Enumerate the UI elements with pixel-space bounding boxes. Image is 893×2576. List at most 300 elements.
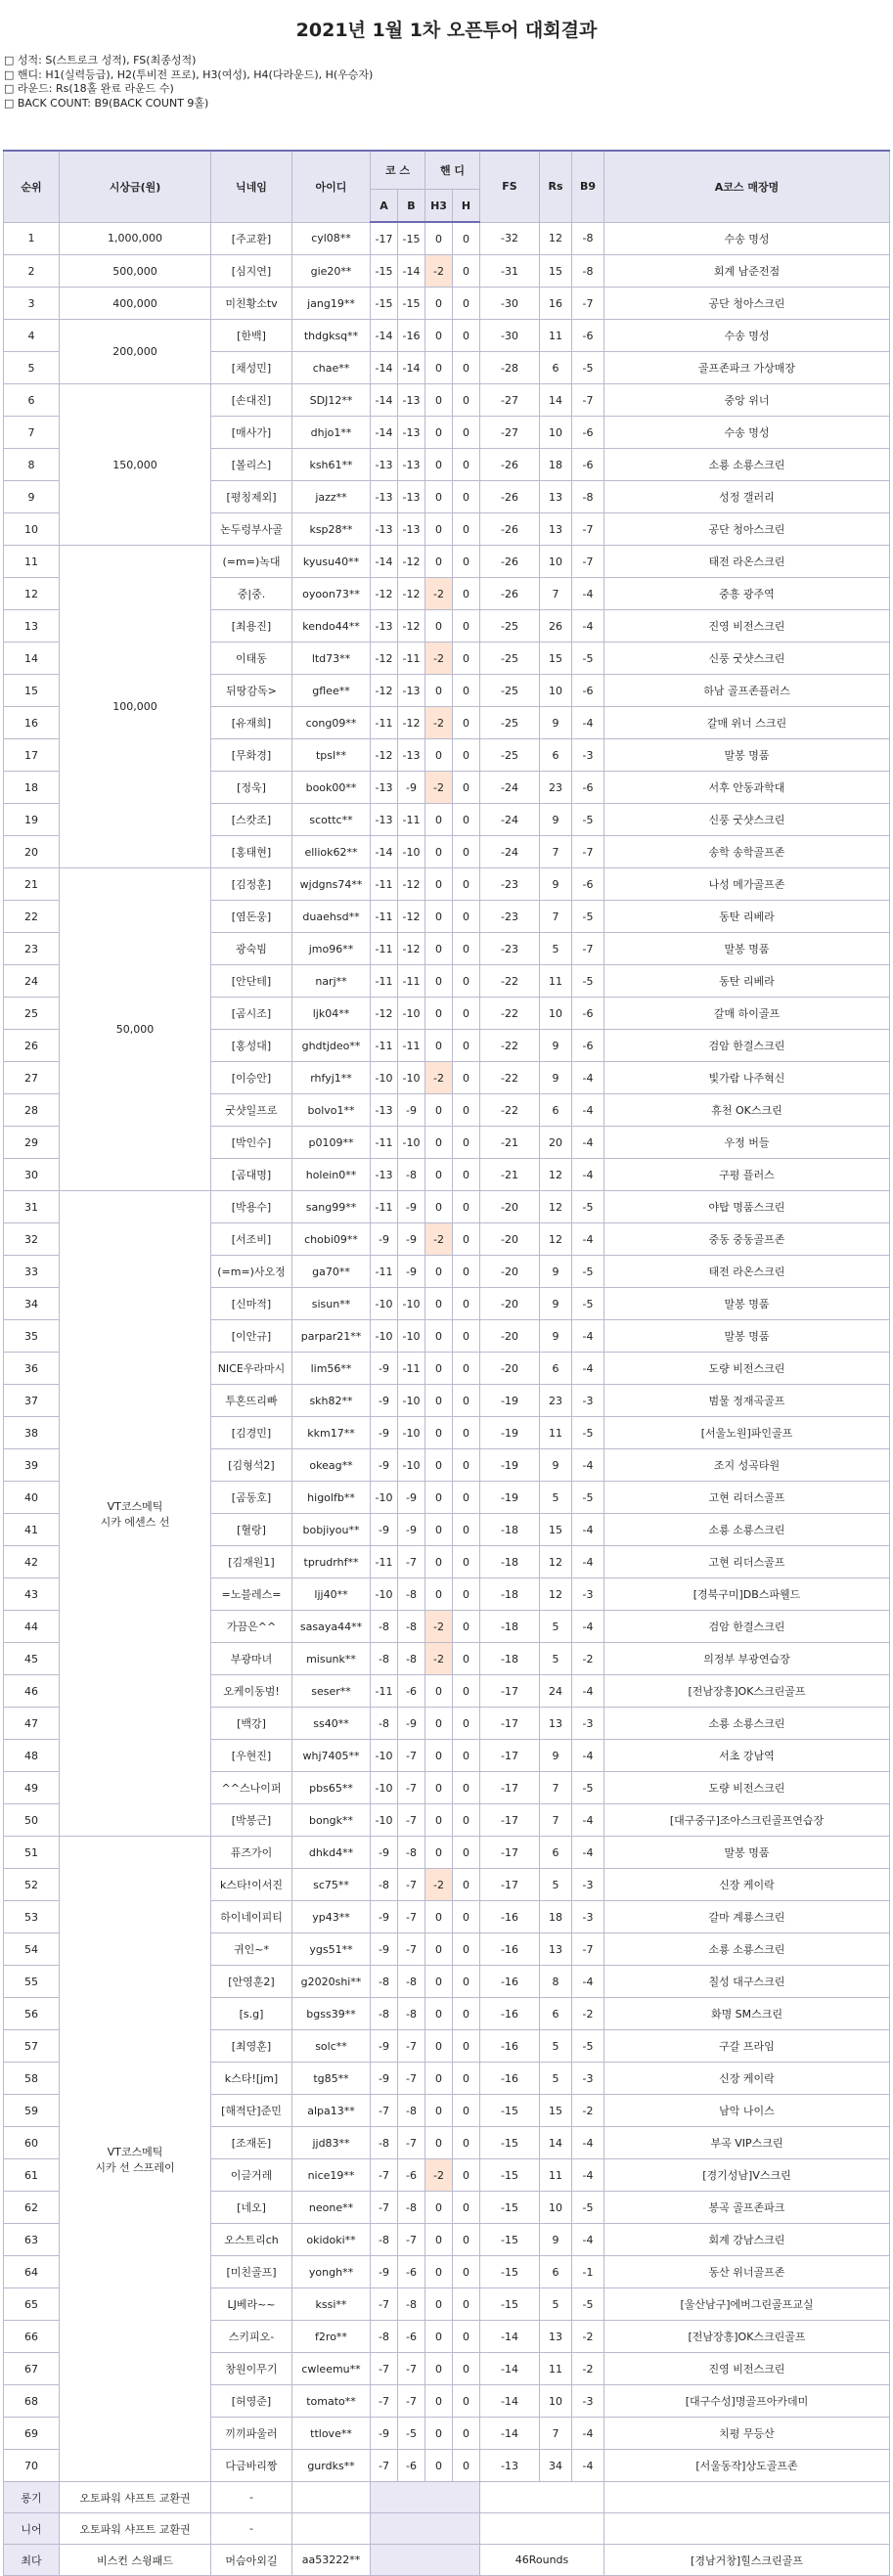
- store-cell: 부곡 VIP스크린: [604, 2127, 890, 2159]
- h-cell: 0: [453, 2159, 480, 2192]
- nickname-cell: [곰시조]: [211, 998, 292, 1030]
- rank-cell: 6: [4, 384, 60, 417]
- id-cell: chobi09**: [292, 1223, 371, 1256]
- course-b-cell: -13: [398, 384, 425, 417]
- course-a-cell: -13: [371, 1094, 398, 1127]
- prize-cell: 1,000,000: [60, 222, 211, 255]
- rank-cell: 56: [4, 1998, 60, 2030]
- h-cell: 0: [453, 739, 480, 772]
- fs-cell: -16: [480, 1966, 540, 1998]
- rank-cell: 36: [4, 1353, 60, 1385]
- h-cell: 0: [453, 772, 480, 804]
- course-a-cell: -14: [371, 546, 398, 578]
- course-b-cell: -7: [398, 2127, 425, 2159]
- h3-cell: 0: [425, 1353, 453, 1385]
- course-a-cell: -10: [371, 1740, 398, 1772]
- h-cell: 0: [453, 1546, 480, 1578]
- rank-cell: 39: [4, 1449, 60, 1482]
- rank-cell: 9: [4, 481, 60, 513]
- id-cell: duaehsd**: [292, 901, 371, 933]
- rs-cell: 9: [540, 1256, 572, 1288]
- store-cell: 태전 라온스크린: [604, 1256, 890, 1288]
- id-cell: lim56**: [292, 1353, 371, 1385]
- rs-cell: 6: [540, 2256, 572, 2288]
- course-a-cell: -12: [371, 675, 398, 707]
- rs-cell: 9: [540, 707, 572, 739]
- course-a-cell: -13: [371, 449, 398, 481]
- course-b-cell: -7: [398, 1546, 425, 1578]
- nickname-cell: [스캇조]: [211, 804, 292, 836]
- fs-cell: -25: [480, 610, 540, 643]
- rs-cell: 9: [540, 1320, 572, 1353]
- h-cell: 0: [453, 1837, 480, 1869]
- course-a-cell: -12: [371, 578, 398, 610]
- id-cell: tg85**: [292, 2063, 371, 2095]
- course-a-cell: -8: [371, 1869, 398, 1901]
- b9-cell: -5: [572, 2288, 604, 2321]
- nickname-cell: [김경민]: [211, 1417, 292, 1449]
- store-cell: 화명 SM스크린: [604, 1998, 890, 2030]
- legend-line: □ 라운드: Rs(18홀 완료 라운드 수): [4, 82, 174, 95]
- rs-cell: 9: [540, 1030, 572, 1062]
- rank-cell: 23: [4, 933, 60, 965]
- rs-cell: 9: [540, 2224, 572, 2256]
- b9-cell: -4: [572, 1094, 604, 1127]
- nickname-cell: [채성민]: [211, 352, 292, 384]
- fs-cell: -18: [480, 1514, 540, 1546]
- rank-cell: 1: [4, 222, 60, 255]
- store-cell: 조지 성곡타원: [604, 1449, 890, 1482]
- h-cell: 0: [453, 1708, 480, 1740]
- nickname-cell: 논두렁부사골: [211, 513, 292, 546]
- nickname-cell: [김형석2]: [211, 1449, 292, 1482]
- rs-cell: 15: [540, 1514, 572, 1546]
- rank-cell: 2: [4, 255, 60, 288]
- id-cell: f2ro**: [292, 2321, 371, 2353]
- course-b-cell: -12: [398, 868, 425, 901]
- b9-cell: -4: [572, 610, 604, 643]
- nickname-cell: (=m=)녹대: [211, 546, 292, 578]
- rs-cell: 7: [540, 836, 572, 868]
- rs-cell: 7: [540, 2418, 572, 2450]
- rank-cell: 31: [4, 1191, 60, 1223]
- course-b-cell: -8: [398, 1643, 425, 1675]
- nickname-cell: LJ베라~~: [211, 2288, 292, 2321]
- store-cell: 우정 버들: [604, 1127, 890, 1159]
- store-cell: 갈매 하이골프: [604, 998, 890, 1030]
- course-b-cell: -8: [398, 1966, 425, 1998]
- h3-cell: 0: [425, 1514, 453, 1546]
- rank-cell: 50: [4, 1804, 60, 1837]
- course-b-cell: -10: [398, 836, 425, 868]
- fs-cell: -19: [480, 1417, 540, 1449]
- nickname-cell: [허영준]: [211, 2385, 292, 2418]
- rank-cell: 18: [4, 772, 60, 804]
- course-b-cell: -12: [398, 578, 425, 610]
- rank-cell: 65: [4, 2288, 60, 2321]
- h3-cell: 0: [425, 481, 453, 513]
- b9-cell: -1: [572, 2256, 604, 2288]
- h-cell: 0: [453, 675, 480, 707]
- prize-cell: 200,000: [60, 320, 211, 384]
- fs-cell: -13: [480, 2450, 540, 2482]
- rank-cell: 30: [4, 1159, 60, 1191]
- course-b-cell: -7: [398, 2063, 425, 2095]
- fs-cell: -15: [480, 2288, 540, 2321]
- course-b-cell: -7: [398, 1740, 425, 1772]
- course-a-cell: -8: [371, 2224, 398, 2256]
- h3-cell: -2: [425, 1643, 453, 1675]
- h3-cell: 0: [425, 2353, 453, 2385]
- store-cell: 검암 한결스크린: [604, 1030, 890, 1062]
- store-cell: 봉곡 골프존파크: [604, 2192, 890, 2224]
- nickname-cell: [s.g]: [211, 1998, 292, 2030]
- footer-nickname: 머슴아외길: [211, 2545, 292, 2576]
- table-row: [4, 384, 890, 417]
- h3-cell: 0: [425, 2321, 453, 2353]
- fs-cell: -20: [480, 1223, 540, 1256]
- course-b-cell: -11: [398, 643, 425, 675]
- b9-cell: -4: [572, 2418, 604, 2450]
- course-a-cell: -10: [371, 1288, 398, 1320]
- course-b-cell: -10: [398, 1062, 425, 1094]
- rank-cell: 42: [4, 1546, 60, 1578]
- fs-cell: -30: [480, 288, 540, 320]
- rank-cell: 66: [4, 2321, 60, 2353]
- nickname-cell: 하이네이피티: [211, 1901, 292, 1933]
- course-b-cell: -10: [398, 1320, 425, 1353]
- rs-cell: 5: [540, 2030, 572, 2063]
- rank-cell: 21: [4, 868, 60, 901]
- h3-cell: 0: [425, 901, 453, 933]
- h3-cell: 0: [425, 868, 453, 901]
- course-a-cell: -11: [371, 707, 398, 739]
- h-cell: 0: [453, 449, 480, 481]
- rs-cell: 10: [540, 546, 572, 578]
- fs-cell: -31: [480, 255, 540, 288]
- prize-cell: 150,000: [60, 384, 211, 546]
- rs-cell: 9: [540, 1288, 572, 1320]
- fs-cell: -19: [480, 1385, 540, 1417]
- rank-cell: 38: [4, 1417, 60, 1449]
- h-cell: 0: [453, 2450, 480, 2482]
- store-cell: 하남 골프존플러스: [604, 675, 890, 707]
- fs-cell: -26: [480, 449, 540, 481]
- course-a-cell: -9: [371, 1385, 398, 1417]
- h3-cell: 0: [425, 804, 453, 836]
- nickname-cell: [평칭제외]: [211, 481, 292, 513]
- b9-cell: -7: [572, 836, 604, 868]
- course-a-cell: -12: [371, 739, 398, 772]
- prize-cell: VT코스메틱 시카 에센스 선: [60, 1191, 211, 1837]
- course-b-cell: -10: [398, 1449, 425, 1482]
- h3-cell: 0: [425, 1417, 453, 1449]
- course-b-cell: -6: [398, 2321, 425, 2353]
- header-h: H: [453, 190, 480, 223]
- fs-cell: -14: [480, 2321, 540, 2353]
- h3-cell: 0: [425, 288, 453, 320]
- course-b-cell: -6: [398, 2159, 425, 2192]
- nickname-cell: (=m=)사오정: [211, 1256, 292, 1288]
- fs-cell: -14: [480, 2385, 540, 2418]
- nickname-cell: [박봉근]: [211, 1804, 292, 1837]
- course-b-cell: -11: [398, 1030, 425, 1062]
- nickname-cell: [무화경]: [211, 739, 292, 772]
- fs-cell: -18: [480, 1611, 540, 1643]
- fs-cell: -17: [480, 1772, 540, 1804]
- course-b-cell: -12: [398, 610, 425, 643]
- fs-cell: -26: [480, 481, 540, 513]
- h3-cell: 0: [425, 2095, 453, 2127]
- b9-cell: -4: [572, 1449, 604, 1482]
- h3-cell: 0: [425, 1966, 453, 1998]
- h-cell: 0: [453, 1256, 480, 1288]
- id-cell: p0109**: [292, 1127, 371, 1159]
- course-b-cell: -12: [398, 901, 425, 933]
- rs-cell: 15: [540, 643, 572, 675]
- fs-cell: -26: [480, 546, 540, 578]
- fs-cell: -18: [480, 1546, 540, 1578]
- fs-cell: -16: [480, 2063, 540, 2095]
- h3-cell: -2: [425, 2159, 453, 2192]
- course-a-cell: -8: [371, 1643, 398, 1675]
- store-cell: 동탄 리베라: [604, 965, 890, 998]
- h-cell: 0: [453, 1740, 480, 1772]
- course-b-cell: -8: [398, 1998, 425, 2030]
- id-cell: narj**: [292, 965, 371, 998]
- header-fs: FS: [480, 151, 540, 222]
- course-a-cell: -11: [371, 965, 398, 998]
- course-a-cell: -11: [371, 933, 398, 965]
- b9-cell: -4: [572, 707, 604, 739]
- nickname-cell: [염돈웅]: [211, 901, 292, 933]
- nickname-cell: [김재원1]: [211, 1546, 292, 1578]
- id-cell: gie20**: [292, 255, 371, 288]
- b9-cell: -5: [572, 1772, 604, 1804]
- course-b-cell: -6: [398, 2256, 425, 2288]
- course-a-cell: -7: [371, 2095, 398, 2127]
- rs-cell: 11: [540, 2353, 572, 2385]
- h3-cell: 0: [425, 1546, 453, 1578]
- fs-cell: -16: [480, 1933, 540, 1966]
- store-cell: 신풍 굿샷스크린: [604, 643, 890, 675]
- id-cell: bobjiyou**: [292, 1514, 371, 1546]
- store-cell: 신풍 굿샷스크린: [604, 804, 890, 836]
- h-cell: 0: [453, 352, 480, 384]
- h-cell: 0: [453, 1223, 480, 1256]
- course-a-cell: -14: [371, 352, 398, 384]
- b9-cell: -4: [572, 1223, 604, 1256]
- course-a-cell: -9: [371, 1933, 398, 1966]
- rs-cell: 9: [540, 1740, 572, 1772]
- table-row: [4, 546, 890, 578]
- h3-cell: 0: [425, 513, 453, 546]
- rs-cell: 6: [540, 352, 572, 384]
- h-cell: 0: [453, 417, 480, 449]
- rank-cell: 4: [4, 320, 60, 352]
- fs-cell: -22: [480, 965, 540, 998]
- h3-cell: 0: [425, 384, 453, 417]
- h-cell: 0: [453, 2353, 480, 2385]
- h-cell: 0: [453, 255, 480, 288]
- rs-cell: 5: [540, 1869, 572, 1901]
- h-cell: 0: [453, 546, 480, 578]
- id-cell: pbs65**: [292, 1772, 371, 1804]
- rs-cell: 10: [540, 998, 572, 1030]
- store-cell: 공단 청아스크린: [604, 513, 890, 546]
- h3-cell: 0: [425, 933, 453, 965]
- h-cell: 0: [453, 1191, 480, 1223]
- h-cell: 0: [453, 2288, 480, 2321]
- store-cell: [전남장흥]OK스크린골프: [604, 2321, 890, 2353]
- rank-cell: 53: [4, 1901, 60, 1933]
- h3-cell: 0: [425, 2030, 453, 2063]
- course-b-cell: -9: [398, 1256, 425, 1288]
- nickname-cell: 광숙빔: [211, 933, 292, 965]
- rank-cell: 32: [4, 1223, 60, 1256]
- id-cell: ljk04**: [292, 998, 371, 1030]
- b9-cell: -4: [572, 1611, 604, 1643]
- fs-cell: -28: [480, 352, 540, 384]
- h-cell: 0: [453, 610, 480, 643]
- b9-cell: -5: [572, 2030, 604, 2063]
- nickname-cell: 굿샷일프로: [211, 1094, 292, 1127]
- b9-cell: -4: [572, 2450, 604, 2482]
- nickname-cell: [백강]: [211, 1708, 292, 1740]
- nickname-cell: [우현진]: [211, 1740, 292, 1772]
- rank-cell: 15: [4, 675, 60, 707]
- course-b-cell: -13: [398, 739, 425, 772]
- footer-prize: 비스컨 스윙패드: [60, 2545, 211, 2576]
- course-a-cell: -13: [371, 804, 398, 836]
- rs-cell: 34: [540, 2450, 572, 2482]
- id-cell: thdgksq**: [292, 320, 371, 352]
- h3-cell: -2: [425, 707, 453, 739]
- b9-cell: -5: [572, 901, 604, 933]
- course-b-cell: -10: [398, 1417, 425, 1449]
- footer-row: [4, 2545, 890, 2576]
- fs-cell: -23: [480, 868, 540, 901]
- rs-cell: 11: [540, 1417, 572, 1449]
- h3-cell: 0: [425, 1320, 453, 1353]
- h-cell: 0: [453, 2256, 480, 2288]
- rank-cell: 29: [4, 1127, 60, 1159]
- course-a-cell: -9: [371, 1449, 398, 1482]
- id-cell: gurdks**: [292, 2450, 371, 2482]
- course-a-cell: -13: [371, 1159, 398, 1191]
- id-cell: okeag**: [292, 1449, 371, 1482]
- h-cell: 0: [453, 1030, 480, 1062]
- prize-cell: 500,000: [60, 255, 211, 288]
- nickname-cell: [한백]: [211, 320, 292, 352]
- header-course-b: B: [398, 190, 425, 223]
- h3-cell: 0: [425, 610, 453, 643]
- h-cell: 0: [453, 1353, 480, 1385]
- id-cell: sasaya44**: [292, 1611, 371, 1643]
- rank-cell: 67: [4, 2353, 60, 2385]
- id-cell: g2020shi**: [292, 1966, 371, 1998]
- course-a-cell: -11: [371, 1256, 398, 1288]
- b9-cell: -6: [572, 417, 604, 449]
- table-row: [4, 288, 890, 320]
- nickname-cell: =노블레스=: [211, 1578, 292, 1611]
- h-cell: 0: [453, 222, 480, 255]
- course-b-cell: -8: [398, 2095, 425, 2127]
- b9-cell: -4: [572, 2159, 604, 2192]
- id-cell: scottc**: [292, 804, 371, 836]
- h3-cell: 0: [425, 1772, 453, 1804]
- rank-cell: 35: [4, 1320, 60, 1353]
- fs-cell: -15: [480, 2159, 540, 2192]
- id-cell: jazz**: [292, 481, 371, 513]
- b9-cell: -7: [572, 1933, 604, 1966]
- h-cell: 0: [453, 1062, 480, 1094]
- course-b-cell: -14: [398, 352, 425, 384]
- h3-cell: 0: [425, 1578, 453, 1611]
- h3-cell: 0: [425, 2418, 453, 2450]
- id-cell: dhjo1**: [292, 417, 371, 449]
- h3-cell: 0: [425, 2385, 453, 2418]
- rs-cell: 9: [540, 1062, 572, 1094]
- rs-cell: 13: [540, 481, 572, 513]
- course-a-cell: -11: [371, 1127, 398, 1159]
- fs-cell: -25: [480, 643, 540, 675]
- rs-cell: 15: [540, 2095, 572, 2127]
- footer-fs: 46Rounds: [480, 2545, 604, 2576]
- id-cell: holein0**: [292, 1159, 371, 1191]
- course-b-cell: -10: [398, 998, 425, 1030]
- store-cell: [대구수성]명골프아카데미: [604, 2385, 890, 2418]
- id-cell: kkm17**: [292, 1417, 371, 1449]
- fs-cell: -15: [480, 2127, 540, 2159]
- fs-cell: -20: [480, 1320, 540, 1353]
- rank-cell: 44: [4, 1611, 60, 1643]
- footer-nickname: -: [211, 2513, 292, 2545]
- rs-cell: 5: [540, 1482, 572, 1514]
- fs-cell: -17: [480, 1869, 540, 1901]
- store-cell: 치평 무등산: [604, 2418, 890, 2450]
- nickname-cell: 이태동: [211, 643, 292, 675]
- rank-cell: 12: [4, 578, 60, 610]
- store-cell: 나성 메가골프존: [604, 868, 890, 901]
- b9-cell: -4: [572, 1966, 604, 1998]
- id-cell: nice19**: [292, 2159, 371, 2192]
- h3-cell: 0: [425, 836, 453, 868]
- footer-fs: [480, 2482, 604, 2513]
- h-cell: 0: [453, 2385, 480, 2418]
- rs-cell: 12: [540, 1578, 572, 1611]
- rs-cell: 5: [540, 2288, 572, 2321]
- course-a-cell: -8: [371, 2321, 398, 2353]
- h3-cell: 0: [425, 1191, 453, 1223]
- nickname-cell: [곰대명]: [211, 1159, 292, 1191]
- h3-cell: 0: [425, 1385, 453, 1417]
- nickname-cell: [김정훈]: [211, 868, 292, 901]
- store-cell: 칠성 대구스크린: [604, 1966, 890, 1998]
- b9-cell: -2: [572, 1643, 604, 1675]
- store-cell: 회계 남준전점: [604, 255, 890, 288]
- h3-cell: 0: [425, 1288, 453, 1320]
- fs-cell: -20: [480, 1191, 540, 1223]
- rs-cell: 6: [540, 1353, 572, 1385]
- nickname-cell: [손대진]: [211, 384, 292, 417]
- rank-cell: 60: [4, 2127, 60, 2159]
- id-cell: book00**: [292, 772, 371, 804]
- course-b-cell: -13: [398, 417, 425, 449]
- course-b-cell: -10: [398, 1127, 425, 1159]
- h-cell: 0: [453, 1966, 480, 1998]
- b9-cell: -8: [572, 255, 604, 288]
